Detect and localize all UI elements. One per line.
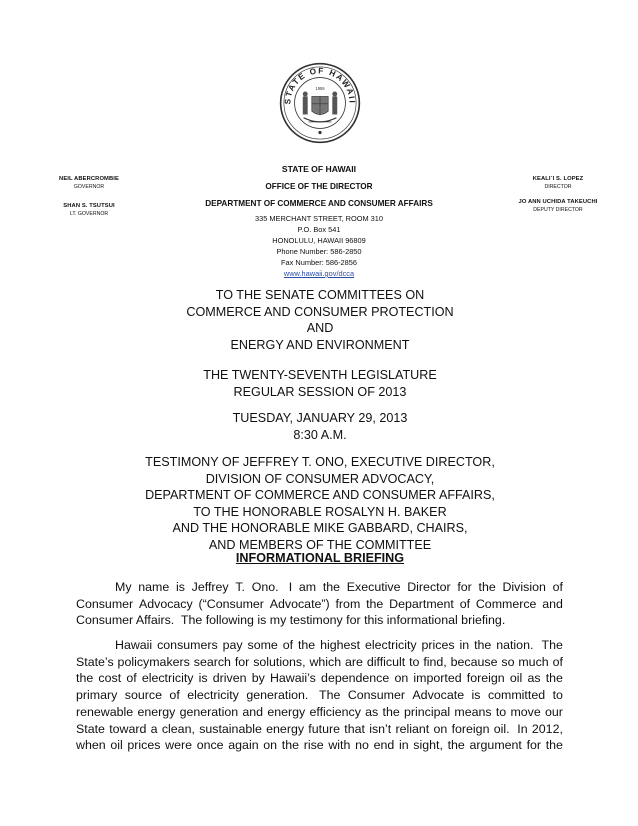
word: search: [193, 654, 231, 669]
word: Consumer: [76, 596, 134, 611]
paragraph-line: [76, 596, 563, 613]
word: are: [345, 654, 363, 669]
word: the: [478, 580, 496, 594]
paragraph-line: [76, 670, 563, 687]
word: oil: [509, 671, 523, 686]
committees-block: [80, 287, 560, 353]
word: in: [459, 638, 470, 652]
word: find,: [423, 654, 447, 669]
title-line: TO THE HONORABLE ROSALYN H. BAKER: [193, 504, 447, 519]
word: for: [234, 654, 250, 669]
word: imported: [413, 671, 462, 686]
paragraph-1: [76, 579, 563, 629]
word: source: [124, 688, 162, 703]
word: again: [228, 738, 259, 753]
word: T.: [235, 580, 245, 594]
office-name: OFFICE OF THE DIRECTOR: [265, 182, 373, 191]
word: My: [115, 580, 132, 594]
word: future: [308, 721, 340, 736]
title-line: TUESDAY, JANUARY 29, 2013: [232, 411, 408, 425]
word: of: [169, 688, 180, 703]
fax-number: Fax Number: 586-2856: [281, 258, 357, 267]
word: of: [126, 671, 137, 686]
word: rise: [303, 738, 324, 753]
word: name: [138, 580, 170, 594]
word: foreign: [466, 671, 505, 686]
word: on: [263, 738, 278, 753]
word: consumers: [157, 638, 218, 652]
title-line: AND: [306, 321, 334, 335]
word: The: [538, 638, 563, 652]
word: policymakers: [117, 654, 190, 669]
word: for: [457, 580, 472, 594]
word: to: [495, 704, 507, 719]
paragraph-line: [76, 612, 563, 629]
word: the: [447, 738, 465, 753]
word: State: [76, 721, 105, 736]
word: of: [282, 638, 294, 652]
department-name: DEPARTMENT OF COMMERCE AND CONSUMER AFFAIRS: [205, 199, 433, 208]
word: electricity: [141, 671, 194, 686]
po-box: P.O. Box 541: [297, 225, 341, 234]
word: to: [409, 654, 420, 669]
word: renewable: [76, 704, 134, 719]
word: Division: [502, 580, 546, 594]
word: I: [285, 580, 293, 594]
word: the: [322, 580, 341, 594]
word: clean,: [161, 721, 195, 736]
word: the: [76, 671, 94, 686]
seal-text: STATE OF HAWAII: [283, 66, 357, 105]
paragraph-line: [76, 637, 563, 654]
word: generation.: [246, 688, 309, 703]
word: by: [251, 671, 265, 686]
letterhead-left: [48, 176, 130, 217]
word: energy: [267, 704, 306, 719]
word: for: [526, 738, 542, 753]
word: were: [165, 738, 193, 753]
word: generation: [179, 704, 239, 719]
word: electricity: [364, 638, 417, 652]
word: the: [382, 704, 400, 719]
word: Executive: [346, 580, 401, 594]
phone-number: Phone Number: 586-2850: [276, 247, 362, 256]
title-line: COMMERCE AND CONSUMER PROTECTION: [186, 304, 454, 319]
word: as: [365, 704, 379, 719]
word: highest: [320, 638, 361, 652]
word: in: [398, 738, 409, 753]
title-line: DEPARTMENT OF COMMERCE AND CONSUMER AFFAIRS,: [145, 488, 495, 502]
word: so: [501, 654, 515, 669]
word: (“Consumer: [198, 596, 264, 611]
word: Advocate”): [269, 596, 330, 611]
word: a: [150, 721, 158, 736]
word: energy: [266, 721, 305, 736]
word: 2012,: [531, 721, 563, 736]
word: because: [450, 654, 498, 669]
title-line: DIVISION OF CONSUMER ADVOCACY,: [205, 471, 435, 486]
word: with: [328, 738, 351, 753]
word: of: [459, 596, 471, 611]
word: on: [394, 671, 409, 686]
word: principal: [403, 704, 451, 719]
hawaii-state-seal: [279, 62, 361, 144]
word: end: [373, 738, 395, 753]
word: Ono.: [251, 580, 279, 594]
word: Advocacy: [138, 596, 193, 611]
city-state-zip: HONOLULU, HAWAII 96809: [272, 236, 366, 245]
word: from: [335, 596, 361, 611]
word: means: [454, 704, 492, 719]
title-line: TESTIMONY OF JEFFREY T. ONO, EXECUTIVE DIRECTOR,: [145, 455, 495, 469]
title-line: THE TWENTY-SEVENTH LEGISLATURE: [203, 368, 437, 382]
heading-text: INFORMATIONAL BRIEFING: [235, 551, 405, 565]
word: toward: [109, 721, 147, 736]
director-name: KEALI`I S. LOPEZ: [532, 176, 584, 182]
word: much: [518, 654, 549, 669]
word: driven: [212, 671, 247, 686]
word: foreign: [451, 721, 490, 736]
word: oil.: [493, 721, 510, 736]
word: isn’t: [369, 721, 392, 736]
website-link[interactable]: www.hawaii.gov/dcca: [283, 269, 355, 278]
governor-name: NEIL ABERCROMBIE: [59, 176, 119, 182]
word: the: [366, 596, 384, 611]
word: move: [510, 704, 541, 719]
word: The: [315, 688, 341, 703]
word: the: [297, 638, 316, 652]
word: the: [474, 638, 492, 652]
word: Consumer: [347, 688, 405, 703]
word: to: [552, 688, 563, 703]
word: and: [242, 704, 264, 719]
word: pay: [222, 638, 243, 652]
word: which: [309, 654, 342, 669]
paragraph-line: [76, 579, 563, 596]
street-address: 335 MERCHANT STREET, ROOM 310: [255, 214, 383, 223]
word: oil: [110, 738, 123, 753]
word: efficiency: [309, 704, 361, 719]
paragraph-line: [76, 687, 563, 704]
word: that: [344, 721, 365, 736]
word: some: [247, 638, 278, 652]
word: argument: [469, 738, 522, 753]
word: primary: [76, 688, 118, 703]
governor-title: GOVERNOR: [73, 184, 105, 190]
title-line: REGULAR SESSION OF 2013: [233, 384, 407, 399]
word: when: [76, 738, 106, 753]
title-line: 8:30 A.M.: [293, 427, 347, 442]
paragraph-2: [76, 637, 563, 754]
word: Department: [389, 596, 454, 611]
word: Director: [407, 580, 451, 594]
word: Advocate: [412, 688, 465, 703]
paragraph-line: [76, 704, 563, 721]
title-line: AND MEMBERS OF THE COMMITTEE: [208, 537, 432, 552]
word: and: [542, 596, 563, 611]
word: is: [471, 688, 481, 703]
word: Jeffrey: [191, 580, 229, 594]
word: State’s: [76, 654, 114, 669]
word: prices: [127, 738, 161, 753]
paragraph-line: [76, 654, 563, 671]
svg-text:1959: 1959: [315, 85, 325, 91]
paragraph-line: [76, 737, 563, 754]
title-line: AND THE HONORABLE MIKE GABBARD, CHAIRS,: [172, 521, 468, 535]
word: In: [513, 721, 528, 736]
word: cost: [98, 671, 122, 686]
director-title: DIRECTOR: [544, 184, 572, 190]
word: Hawaii’s: [269, 671, 316, 686]
word: sight,: [413, 738, 443, 753]
word: am: [298, 580, 317, 594]
word: difficult: [366, 654, 406, 669]
title-line: TO THE SENATE COMMITTEES ON: [215, 288, 425, 302]
word: sustainable: [199, 721, 262, 736]
lt-governor-title: LT. GOVERNOR: [69, 211, 109, 217]
deputy-director-title: DEPUTY DIRECTOR: [533, 207, 583, 213]
date-block: [80, 410, 560, 443]
section-heading: [80, 551, 560, 565]
word: our: [545, 704, 563, 719]
testimony-block: [80, 454, 560, 553]
title-line: ENERGY AND ENVIRONMENT: [230, 337, 410, 352]
word: committed: [487, 688, 546, 703]
word: once: [196, 738, 224, 753]
word: on: [433, 721, 448, 736]
word: solutions,: [253, 654, 306, 669]
deputy-director-name: JO ANN UCHIDA TAKEUCHI: [518, 199, 598, 205]
state-name: STATE OF HAWAII: [281, 164, 357, 174]
word: Consumer Affairs. The following is my testimony for this informational briefing.: [76, 613, 506, 628]
word: is: [175, 580, 185, 594]
word: is: [198, 671, 208, 686]
word: reliant: [395, 721, 430, 736]
letterhead-right: [504, 176, 612, 213]
word: the: [545, 671, 563, 686]
word: of: [552, 654, 563, 669]
session-block: [80, 367, 560, 400]
word: no: [355, 738, 369, 753]
word: the: [281, 738, 299, 753]
word: Hawaii: [115, 638, 153, 652]
word: the: [545, 738, 563, 753]
word: as: [527, 671, 541, 686]
word: dependence: [321, 671, 390, 686]
word: energy: [137, 704, 176, 719]
word: prices: [421, 638, 455, 652]
letterhead-center: [160, 164, 478, 279]
word: of: [552, 580, 563, 594]
lt-governor-name: SHAN S. TSUTSUI: [63, 203, 115, 209]
word: electricity: [187, 688, 239, 703]
paragraph-line: [76, 721, 563, 738]
word: nation.: [496, 638, 534, 652]
word: Commerce: [475, 596, 537, 611]
